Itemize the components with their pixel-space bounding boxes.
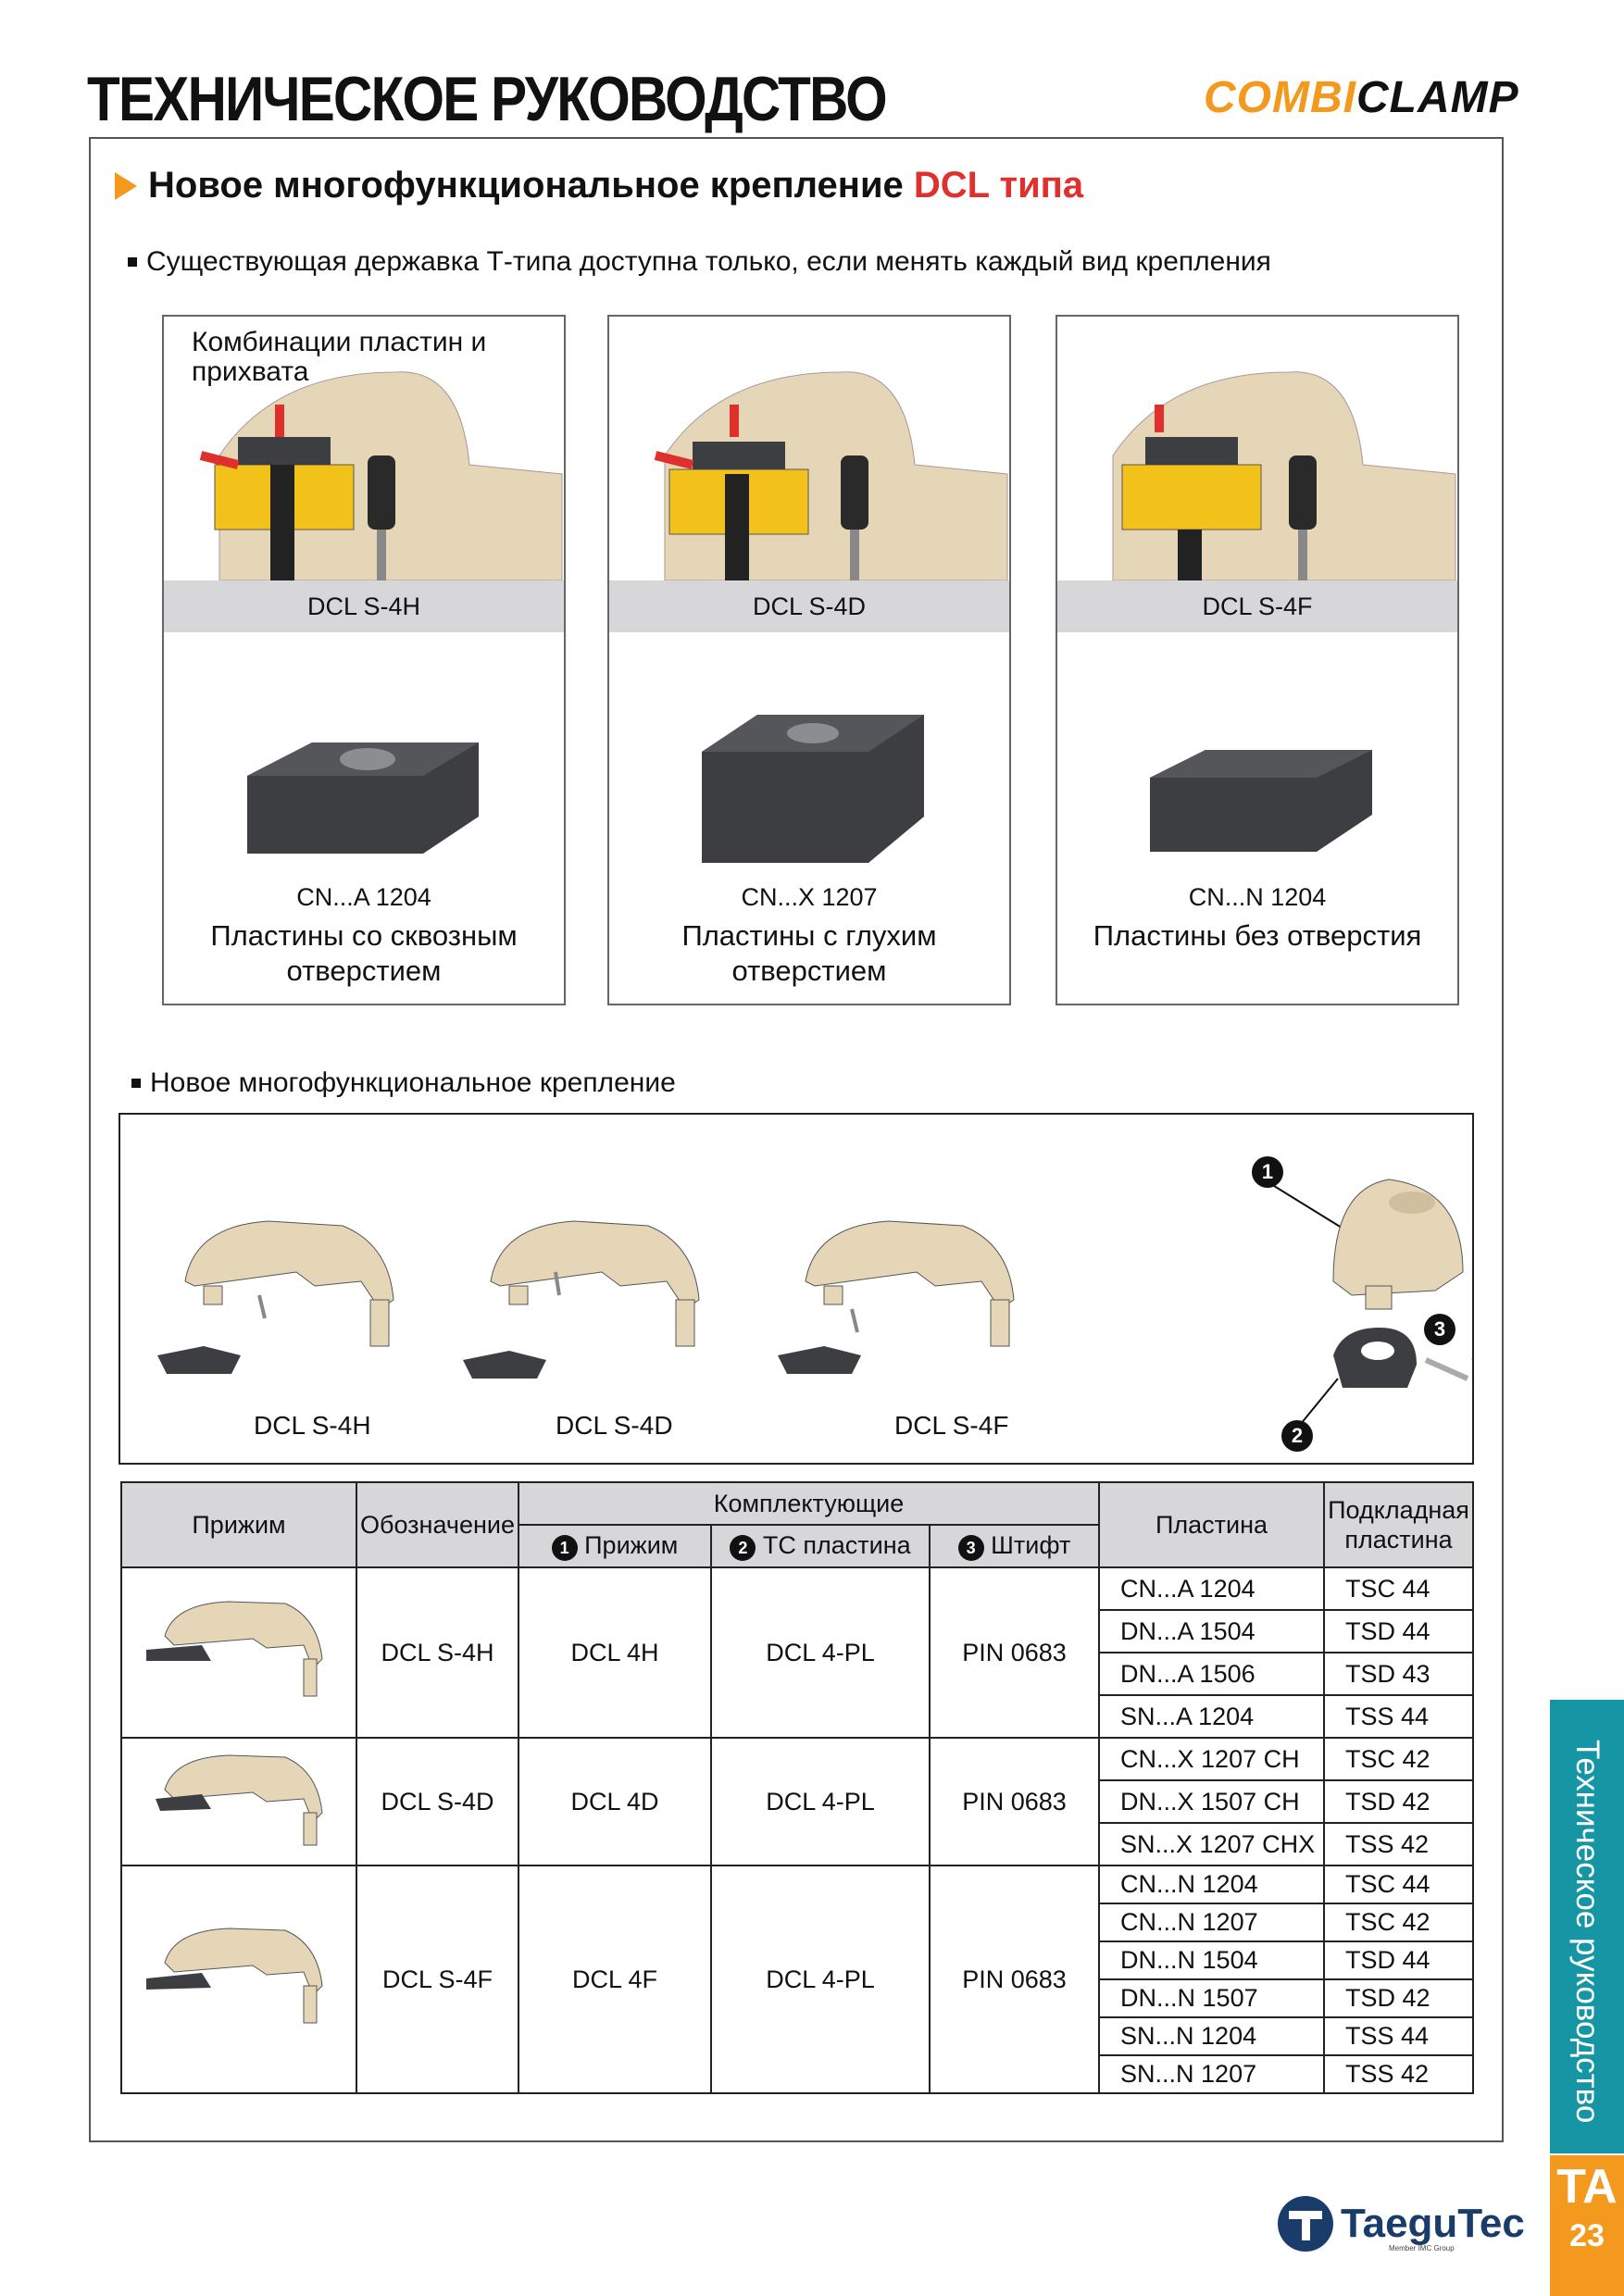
clamp-image	[146, 1921, 331, 2032]
clamp-photo	[609, 317, 1009, 580]
orange-triangle-icon	[115, 172, 137, 200]
section-title-accent: DCL типа	[913, 165, 1084, 206]
shim-cell: TSS 44	[1324, 2017, 1473, 2055]
insert-cell: CN...N 1207	[1099, 1903, 1324, 1941]
insert-cell: CN...N 1204	[1099, 1866, 1324, 1903]
pin-cell: PIN 0683	[930, 1866, 1099, 2093]
table-row	[121, 1866, 1473, 1903]
clamp-image	[146, 1748, 331, 1850]
callout-2-icon: 2	[1281, 1420, 1313, 1452]
insert-cell: SN...N 1204	[1099, 2017, 1324, 2055]
new-clamp-bullet-text: Новое многофункциональное крепление	[150, 1067, 676, 1098]
clamp-image-cell	[121, 1866, 356, 2093]
insert-image	[1150, 750, 1372, 861]
shim-cell: TSS 44	[1324, 1695, 1473, 1738]
shim-cell: TSC 42	[1324, 1738, 1473, 1780]
shim-cell: TSD 42	[1324, 1780, 1473, 1823]
designation-cell: DCL S-4H	[356, 1567, 518, 1738]
header-clamp: Прижим	[121, 1482, 356, 1567]
card-band: DCL S-4D	[609, 580, 1009, 632]
pin-cell: PIN 0683	[930, 1567, 1099, 1738]
bullet-square-icon	[128, 257, 137, 267]
table-row	[121, 1567, 1473, 1610]
plate-cell: DCL 4-PL	[711, 1567, 930, 1738]
logo-part-1: COMBI	[1204, 73, 1356, 122]
new-clamp-bullet	[131, 1067, 676, 1099]
diagram-label-1: DCL S-4H	[254, 1411, 371, 1440]
insert-cell: CN...A 1204	[1099, 1567, 1324, 1610]
card-code: CN...N 1204	[1188, 883, 1327, 911]
clamp-cell: DCL 4F	[518, 1866, 711, 2093]
insert-image	[702, 715, 924, 872]
shim-cell: TSC 44	[1324, 1567, 1473, 1610]
shim-cell: TSS 42	[1324, 1823, 1473, 1866]
clamp-image-cell	[121, 1738, 356, 1866]
shim-cell: TSS 42	[1324, 2055, 1473, 2093]
header-designation: Обозначение	[356, 1482, 518, 1567]
card-description: Пластины с глухим отверстием	[681, 919, 937, 987]
shim-cell: TSC 42	[1324, 1903, 1473, 1941]
header-shim: Подкладная пластина	[1324, 1482, 1473, 1567]
insert-card-3	[1056, 315, 1459, 1005]
taegutec-logo	[1276, 2194, 1525, 2253]
shim-cell: TSC 44	[1324, 1866, 1473, 1903]
page-title: ТЕХНИЧЕСКОЕ РУКОВОДСТВО	[87, 64, 886, 134]
shim-cell: TSD 43	[1324, 1653, 1473, 1695]
clamp-cell: DCL 4D	[518, 1738, 711, 1866]
brand-sub: Member IMC Group	[1389, 2244, 1455, 2252]
callout-1-icon: 1	[1252, 1156, 1283, 1188]
designation-cell: DCL S-4D	[356, 1738, 518, 1866]
clamp-exploded-images	[157, 1207, 1176, 1402]
side-tab-text: Техническое руководство	[1569, 1739, 1605, 2124]
clamp-image	[146, 1594, 331, 1705]
section-code-tab	[1550, 2155, 1624, 2296]
card-caption: Комбинации пластин и прихвата	[192, 327, 487, 387]
intro-bullet-text: Существующая державка Т-типа доступна только, если менять каждый вид крепления	[146, 246, 1271, 277]
insert-cell: DN...X 1507 CH	[1099, 1780, 1324, 1823]
header-comp-1-label: Прижим	[584, 1531, 679, 1559]
taegutec-emblem-icon	[1276, 2194, 1335, 2253]
header-comp-2: 2 ТС пластина	[711, 1525, 930, 1567]
new-clamp-diagram	[119, 1113, 1474, 1465]
insert-cell: CN...X 1207 CH	[1099, 1738, 1324, 1780]
shim-cell: TSD 44	[1324, 1941, 1473, 1979]
shim-cell: TSD 42	[1324, 1979, 1473, 2017]
insert-cell: SN...N 1207	[1099, 2055, 1324, 2093]
insert-cell: DN...A 1506	[1099, 1653, 1324, 1695]
card-band: DCL S-4H	[164, 580, 564, 632]
section-title	[115, 165, 1083, 206]
bullet-square-icon	[131, 1079, 141, 1088]
header-components: Комплектующие	[518, 1482, 1099, 1525]
header-comp-1: 1 Прижим	[518, 1525, 711, 1567]
clamp-cell: DCL 4H	[518, 1567, 711, 1738]
header-comp-2-label: ТС пластина	[762, 1531, 911, 1559]
page-number: 23	[1569, 2218, 1605, 2253]
components-table	[120, 1481, 1474, 2094]
insert-card-1	[162, 315, 566, 1005]
card-description: Пластины без отверстия	[1093, 919, 1422, 952]
insert-cell: DN...N 1507	[1099, 1979, 1324, 2017]
diagram-label-3: DCL S-4F	[894, 1411, 1009, 1440]
designation-cell: DCL S-4F	[356, 1866, 518, 2093]
header-comp-3-label: Штифт	[991, 1531, 1071, 1559]
logo-part-2: CLAMP	[1355, 73, 1519, 122]
diagram-label-2: DCL S-4D	[556, 1411, 673, 1440]
intro-bullet	[128, 246, 1271, 278]
insert-cell: DN...A 1504	[1099, 1610, 1324, 1653]
card-description: Пластины со сквозным отверстием	[210, 919, 518, 987]
insert-cell: DN...N 1504	[1099, 1941, 1324, 1979]
header-insert: Пластина	[1099, 1482, 1324, 1567]
card-band: DCL S-4F	[1057, 580, 1457, 632]
section-code: TA	[1556, 2160, 1618, 2214]
pin-cell: PIN 0683	[930, 1738, 1099, 1866]
section-title-main: Новое многофункциональное крепление	[148, 165, 904, 206]
shim-cell: TSD 44	[1324, 1610, 1473, 1653]
clamp-image-cell	[121, 1567, 356, 1738]
header-comp-3: 3 Штифт	[930, 1525, 1099, 1567]
clamp-photo	[1057, 317, 1457, 580]
combiclamp-logo	[1204, 72, 1519, 123]
insert-card-2	[607, 315, 1011, 1005]
insert-cell: SN...A 1204	[1099, 1695, 1324, 1738]
card-code: CN...A 1204	[296, 883, 431, 911]
plate-cell: DCL 4-PL	[711, 1866, 930, 2093]
insert-cell: SN...X 1207 CHX	[1099, 1823, 1324, 1866]
card-code: CN...X 1207	[741, 883, 878, 911]
plate-cell: DCL 4-PL	[711, 1738, 930, 1866]
brand-name: TaeguTec	[1341, 2201, 1525, 2246]
callout-3-icon: 3	[1424, 1314, 1455, 1345]
table-row	[121, 1738, 1473, 1780]
insert-image	[247, 742, 488, 863]
